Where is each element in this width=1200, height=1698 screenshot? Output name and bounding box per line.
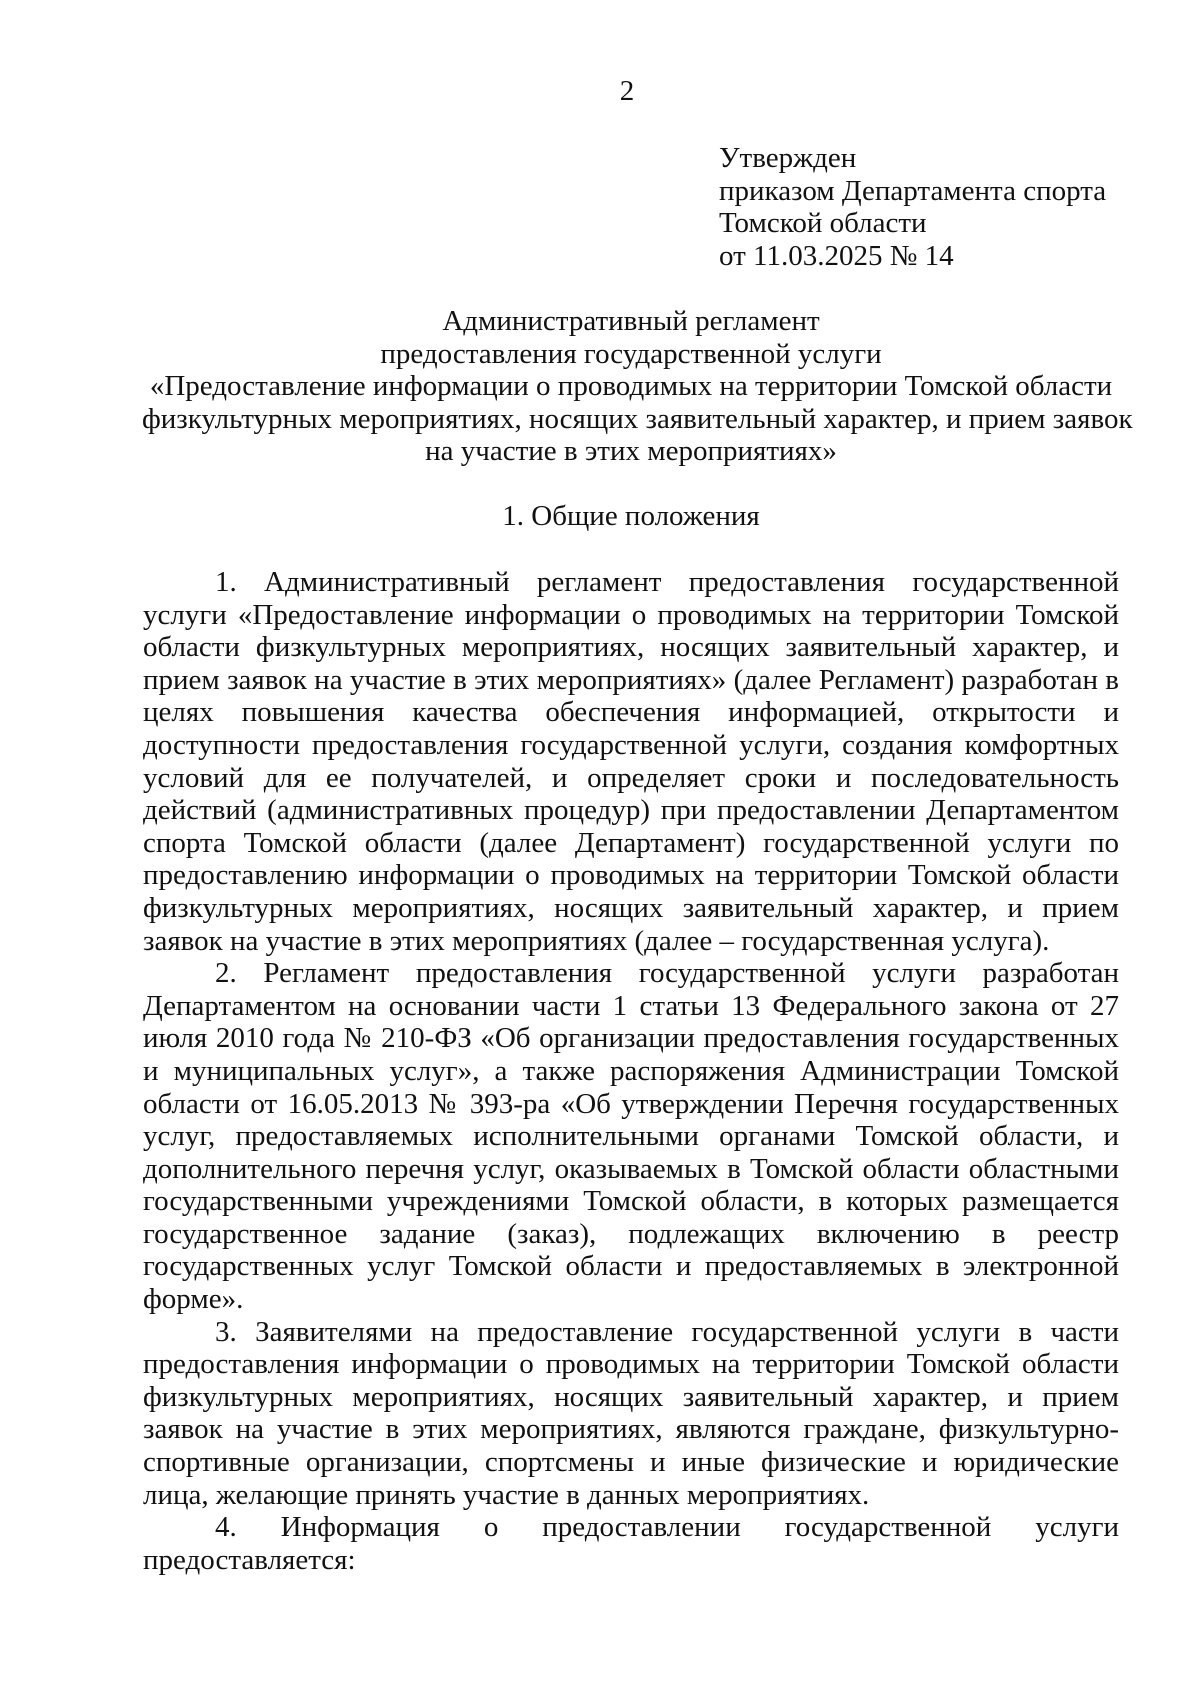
- title-line: на участие в этих мероприятиях»: [425, 435, 837, 467]
- document-body: [143, 566, 1119, 1576]
- approval-line: приказом Департамента спорта: [719, 174, 1107, 207]
- approval-date-line: от 11.03.2025 № 14: [719, 239, 954, 272]
- paragraph-3: 3. Заявителями на предоставление государственной услуги в части предоставления информации о проводимых на территории Томской области физкультурных мероприятиях, носящих заявительный характер, и прием заявок на участие в этих мероприятиях, являются граждане, физкультурно-спортивные организации, спортсмены и иные физические и юридические лица, желающие принять участие в данных мероприятиях.: [143, 1315, 1119, 1511]
- approval-line: Утвержден: [719, 142, 857, 174]
- page-number: 2: [619, 75, 635, 107]
- paragraph-1: 1. Административный регламент предоставления государственной услуги «Предоставление информации о проводимых на территории Томской области физкультурных мероприятиях, носящих заявительный характер, и прием заявок на участие в этих мероприятиях» (далее Регламент) разработан в целях повышения качества обеспечения информацией, открытости и доступности предоставления государственной услуги, создания комфортных условий для ее получателей, и определяет сроки и последовательность действий (административных процедур) при предоставлении Департаментом спорта Томской области (далее Департамент) государственной услуги по предоставлению информации о проводимых на территории Томской области физкультурных мероприятиях, носящих заявительный характер, и прием заявок на участие в этих мероприятиях (далее – государственная услуга).: [143, 566, 1119, 957]
- title-line: предоставления государственной услуги: [380, 337, 882, 370]
- approval-line: Томской области: [719, 207, 927, 239]
- paragraph-4: 4. Информация о предоставлении государственной услуги предоставляется:: [143, 1511, 1119, 1576]
- section-heading: 1. Общие положения: [502, 500, 760, 532]
- document-title: [142, 305, 1133, 468]
- title-line: «Предоставление информации о проводимых на территории Томской области: [149, 370, 1113, 402]
- paragraph-2: 2. Регламент предоставления государственной услуги разработан Департаментом на основании части 1 статьи 13 Федерального закона от 27 июля 2010 года № 210-ФЗ «Об организации предоставления государственных и муниципальных услуг», а также распоряжения Администрации Томской области от 16.05.2013 № 393-ра «Об утверждении Перечня государственных услуг, предоставляемых исполнительными органами Томской области, и дополнительного перечня услуг, оказываемых в Томской области областными государственными учреждениями Томской области, в которых размещается государственное задание (заказ), подлежащих включению в реестр государственных услуг Томской области и предоставляемых в электронной форме».: [143, 957, 1119, 1316]
- title-line: физкультурных мероприятиях, носящих заявительный характер, и прием заявок: [142, 402, 1133, 435]
- title-line: Административный регламент: [442, 305, 820, 337]
- approval-stamp: [719, 142, 1106, 272]
